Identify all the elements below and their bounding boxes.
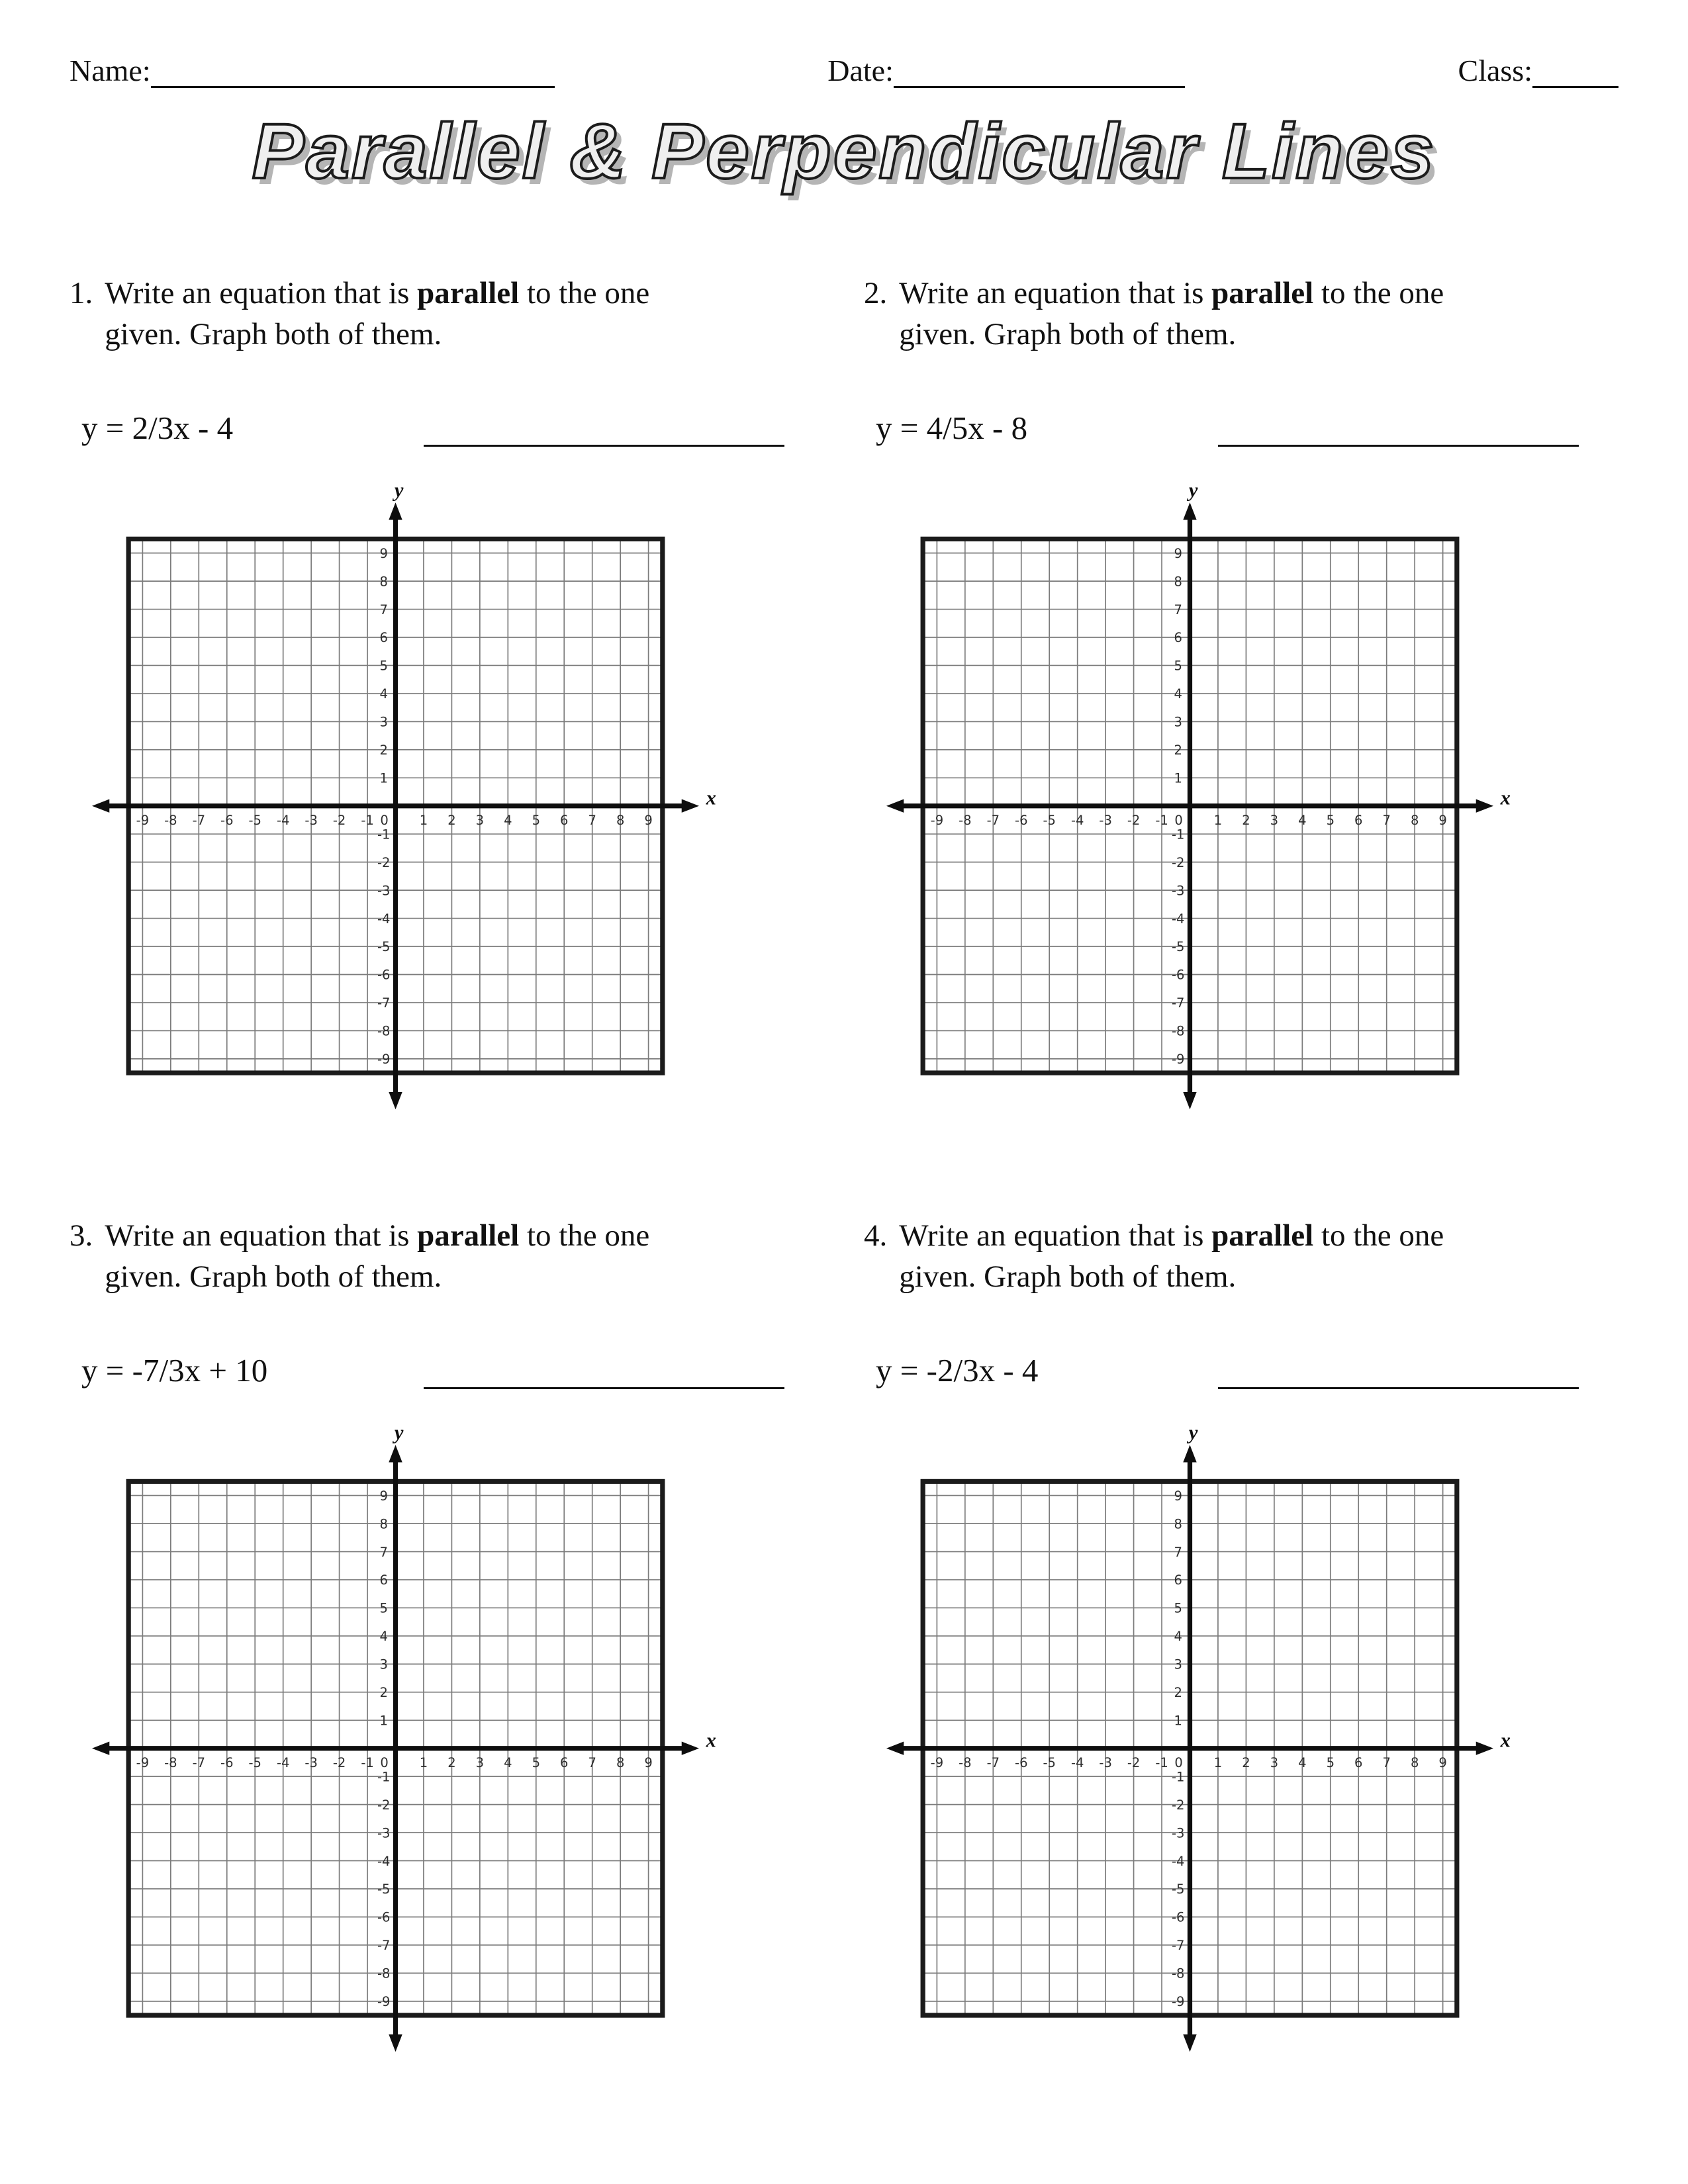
svg-text:-4 (277, 813, 289, 828)
svg-text:-2 (377, 855, 390, 870)
svg-text:7 (1382, 813, 1390, 828)
svg-text:-1 (1155, 813, 1168, 828)
svg-text:4 (504, 1755, 512, 1770)
prompt-bold-word: parallel (417, 1218, 520, 1253)
svg-text:6 (1174, 630, 1182, 645)
prompt-bold-word: parallel (1211, 1218, 1314, 1253)
svg-text:-8 (1172, 1966, 1184, 1981)
svg-text:-4 (1172, 1854, 1184, 1869)
svg-text:y (392, 479, 404, 502)
svg-text:1 (1214, 1755, 1222, 1770)
svg-text:-2 (333, 813, 346, 828)
svg-text:-3 (305, 813, 317, 828)
svg-text:7 (1382, 1755, 1390, 1770)
svg-text:-2 (1127, 813, 1140, 828)
svg-text:-1 (1155, 1755, 1168, 1770)
svg-text:4 (1174, 1629, 1182, 1644)
svg-text:-8 (959, 813, 971, 828)
coordinate-grid-svg (70, 1420, 722, 2071)
svg-text:4 (1298, 813, 1306, 828)
problem-2 (864, 273, 1618, 1129)
svg-text:2 (379, 1685, 387, 1700)
svg-text:-5 (1043, 813, 1055, 828)
date-field (827, 53, 1185, 88)
problem-1-answer-line (424, 412, 784, 447)
svg-text:-6 (1172, 1910, 1184, 1925)
svg-text:-3 (1172, 1825, 1184, 1841)
svg-text:-8 (959, 1755, 971, 1770)
svg-text:-6 (1172, 968, 1184, 983)
svg-text:-3 (1099, 813, 1111, 828)
problem-4-equation-row (876, 1351, 1618, 1389)
svg-text:3 (1174, 715, 1182, 730)
svg-text:-5 (377, 939, 390, 954)
problem-4-answer-line (1218, 1355, 1579, 1389)
prompt-after: to the one given. Graph both of them. (899, 276, 1444, 352)
svg-text:-4 (1172, 911, 1184, 927)
svg-text:-3 (377, 1825, 390, 1841)
svg-text:-7 (193, 813, 205, 828)
problem-2-equation-row (876, 409, 1618, 447)
svg-text:-7 (377, 1938, 390, 1953)
svg-text:0 (380, 1755, 388, 1770)
svg-text:8 (1411, 1755, 1419, 1770)
svg-text:8 (1411, 813, 1419, 828)
svg-text:6 (379, 630, 387, 645)
problem-2-answer-line (1218, 412, 1579, 447)
svg-text:2 (1242, 813, 1250, 828)
svg-text:-9 (931, 1755, 943, 1770)
svg-text:-6 (1015, 813, 1027, 828)
problem-2-prompt-text (899, 273, 1481, 355)
svg-text:x (1500, 1729, 1511, 1752)
name-label: Name: (70, 54, 151, 87)
svg-text:-9 (136, 1755, 149, 1770)
svg-text:x (1500, 787, 1511, 809)
svg-text:2 (1242, 1755, 1250, 1770)
class-blank-line (1532, 54, 1618, 88)
problem-3-equation: y = -7/3x + 10 (81, 1352, 268, 1389)
svg-text:-3 (305, 1755, 317, 1770)
svg-text:-5 (377, 1882, 390, 1897)
problem-2-number: 2. (864, 276, 888, 310)
svg-text:-4 (1071, 813, 1084, 828)
date-blank-line (894, 54, 1185, 88)
svg-text:7 (1174, 1545, 1182, 1560)
svg-text:-7 (987, 813, 1000, 828)
svg-text:1 (379, 771, 387, 786)
svg-text:9 (1174, 546, 1182, 561)
svg-text:5 (379, 659, 387, 674)
prompt-after: to the one given. Graph both of them. (899, 1218, 1444, 1295)
svg-text:9 (644, 1755, 652, 1770)
coordinate-grid-svg (864, 1420, 1516, 2071)
svg-text:-5 (1172, 939, 1184, 954)
prompt-bold-word: parallel (417, 276, 520, 310)
problem-3 (70, 1215, 824, 2071)
svg-text:-4 (1071, 1755, 1084, 1770)
svg-text:5 (1174, 659, 1182, 674)
svg-text:5 (1327, 813, 1335, 828)
svg-text:6 (560, 1755, 568, 1770)
svg-text:-1 (377, 827, 390, 842)
svg-text:8 (379, 574, 387, 589)
svg-text:-4 (277, 1755, 289, 1770)
problem-4-equation: y = -2/3x - 4 (876, 1352, 1039, 1389)
svg-text:x (706, 1729, 716, 1752)
problem-3-equation-row (81, 1351, 824, 1389)
svg-text:-7 (1172, 1938, 1184, 1953)
svg-text:-9 (136, 813, 149, 828)
prompt-after: to the one given. Graph both of them. (105, 1218, 650, 1295)
svg-text:-9 (1172, 1052, 1184, 1067)
svg-text:6 (379, 1572, 387, 1588)
svg-text:-7 (987, 1755, 1000, 1770)
svg-text:-1 (1172, 1770, 1184, 1785)
svg-text:7 (1174, 602, 1182, 617)
svg-text:-2 (1127, 1755, 1140, 1770)
svg-text:2 (447, 1755, 455, 1770)
class-field (1458, 53, 1618, 88)
svg-text:-8 (1172, 1024, 1184, 1039)
prompt-before: Write an equation that is (105, 276, 418, 310)
svg-text:0 (1174, 1755, 1182, 1770)
svg-text:1 (379, 1713, 387, 1729)
svg-text:5 (1327, 1755, 1335, 1770)
svg-text:3 (379, 715, 387, 730)
svg-text:-6 (377, 1910, 390, 1925)
problem-4-number: 4. (864, 1218, 888, 1253)
svg-text:2 (379, 743, 387, 758)
svg-text:-5 (1043, 1755, 1055, 1770)
coordinate-grid-svg (70, 477, 722, 1129)
problem-1-number: 1. (70, 276, 93, 310)
problem-2-prompt (864, 273, 1618, 355)
problem-3-number: 3. (70, 1218, 93, 1253)
svg-text:5 (532, 1755, 540, 1770)
svg-text:-8 (164, 813, 177, 828)
svg-text:3 (476, 1755, 484, 1770)
svg-text:7 (588, 1755, 596, 1770)
problem-1-equation-row (81, 409, 824, 447)
svg-text:3 (1174, 1657, 1182, 1672)
problem-4 (864, 1215, 1618, 2071)
problem-4-prompt (864, 1215, 1618, 1297)
svg-text:y (1186, 479, 1198, 502)
svg-text:-5 (1172, 1882, 1184, 1897)
svg-text:-8 (164, 1755, 177, 1770)
svg-text:5 (532, 813, 540, 828)
svg-text:9 (379, 546, 387, 561)
prompt-after: to the one given. Graph both of them. (105, 276, 650, 352)
svg-text:3 (476, 813, 484, 828)
svg-text:2 (1174, 743, 1182, 758)
problem-3-coordinate-grid (70, 1420, 824, 2071)
class-label: Class: (1458, 54, 1532, 87)
svg-text:-5 (248, 813, 261, 828)
svg-text:9 (379, 1488, 387, 1504)
svg-text:-7 (1172, 995, 1184, 1011)
svg-text:-3 (1172, 883, 1184, 898)
svg-text:8 (1174, 574, 1182, 589)
svg-text:1 (1174, 1713, 1182, 1729)
date-label: Date: (827, 54, 894, 87)
svg-text:-1 (1172, 827, 1184, 842)
svg-text:x (706, 787, 716, 809)
svg-text:9 (1438, 813, 1446, 828)
svg-text:y (392, 1422, 404, 1444)
problems-grid (70, 273, 1618, 2071)
problem-1-equation: y = 2/3x - 4 (81, 410, 234, 447)
svg-text:7 (379, 602, 387, 617)
svg-text:-6 (377, 968, 390, 983)
svg-text:-2 (333, 1755, 346, 1770)
problem-2-coordinate-grid (864, 477, 1618, 1129)
problem-2-equation: y = 4/5x - 8 (876, 410, 1028, 447)
svg-text:4 (379, 686, 387, 702)
svg-text:3 (1270, 813, 1278, 828)
svg-text:-9 (377, 1052, 390, 1067)
problem-1-coordinate-grid (70, 477, 824, 1129)
svg-text:-2 (1172, 1797, 1184, 1813)
svg-text:7 (379, 1545, 387, 1560)
svg-text:4 (379, 1629, 387, 1644)
coordinate-grid-svg (864, 477, 1516, 1129)
svg-text:8 (379, 1516, 387, 1531)
svg-text:9 (644, 813, 652, 828)
svg-text:2 (1174, 1685, 1182, 1700)
svg-text:4 (1298, 1755, 1306, 1770)
svg-text:8 (616, 1755, 624, 1770)
svg-text:6 (560, 813, 568, 828)
svg-text:-9 (377, 1994, 390, 2009)
svg-text:0 (380, 813, 388, 828)
svg-text:5 (1174, 1601, 1182, 1616)
svg-text:y (1186, 1422, 1198, 1444)
svg-text:6 (1354, 813, 1362, 828)
svg-text:-6 (220, 813, 233, 828)
svg-text:5 (379, 1601, 387, 1616)
svg-text:9 (1438, 1755, 1446, 1770)
prompt-before: Write an equation that is (899, 1218, 1212, 1253)
svg-text:-2 (377, 1797, 390, 1813)
svg-text:-1 (361, 813, 373, 828)
svg-text:-4 (377, 1854, 390, 1869)
svg-text:-8 (377, 1966, 390, 1981)
svg-text:-1 (361, 1755, 373, 1770)
svg-text:6 (1354, 1755, 1362, 1770)
svg-text:9 (1174, 1488, 1182, 1504)
problem-1-prompt (70, 273, 824, 355)
svg-text:-9 (931, 813, 943, 828)
svg-text:-4 (377, 911, 390, 927)
problem-3-prompt-text (105, 1215, 687, 1297)
svg-text:-1 (377, 1770, 390, 1785)
svg-text:0 (1174, 813, 1182, 828)
svg-text:-5 (248, 1755, 261, 1770)
problem-4-prompt-text (899, 1215, 1481, 1297)
svg-text:4 (1174, 686, 1182, 702)
svg-text:8 (1174, 1516, 1182, 1531)
svg-text:3 (379, 1657, 387, 1672)
svg-text:6 (1174, 1572, 1182, 1588)
svg-text:8 (616, 813, 624, 828)
svg-text:-3 (377, 883, 390, 898)
svg-text:-7 (193, 1755, 205, 1770)
name-blank-line (151, 54, 555, 88)
header (70, 53, 1618, 88)
svg-text:3 (1270, 1755, 1278, 1770)
prompt-bold-word: parallel (1211, 276, 1314, 310)
svg-text:1 (420, 813, 428, 828)
name-field (70, 53, 555, 88)
problem-1-prompt-text (105, 273, 687, 355)
svg-text:2 (447, 813, 455, 828)
svg-text:-8 (377, 1024, 390, 1039)
prompt-before: Write an equation that is (105, 1218, 418, 1253)
svg-text:1 (420, 1755, 428, 1770)
svg-text:-3 (1099, 1755, 1111, 1770)
svg-text:-6 (220, 1755, 233, 1770)
prompt-before: Write an equation that is (899, 276, 1212, 310)
problem-4-coordinate-grid (864, 1420, 1618, 2071)
problem-3-prompt (70, 1215, 824, 1297)
svg-text:-6 (1015, 1755, 1027, 1770)
svg-text:1 (1214, 813, 1222, 828)
svg-text:7 (588, 813, 596, 828)
problem-1 (70, 273, 824, 1129)
svg-text:-9 (1172, 1994, 1184, 2009)
svg-text:-7 (377, 995, 390, 1011)
worksheet-title: Parallel & Perpendicular Lines (252, 108, 1436, 195)
svg-text:1 (1174, 771, 1182, 786)
svg-text:-2 (1172, 855, 1184, 870)
svg-text:4 (504, 813, 512, 828)
problem-3-answer-line (424, 1355, 784, 1389)
